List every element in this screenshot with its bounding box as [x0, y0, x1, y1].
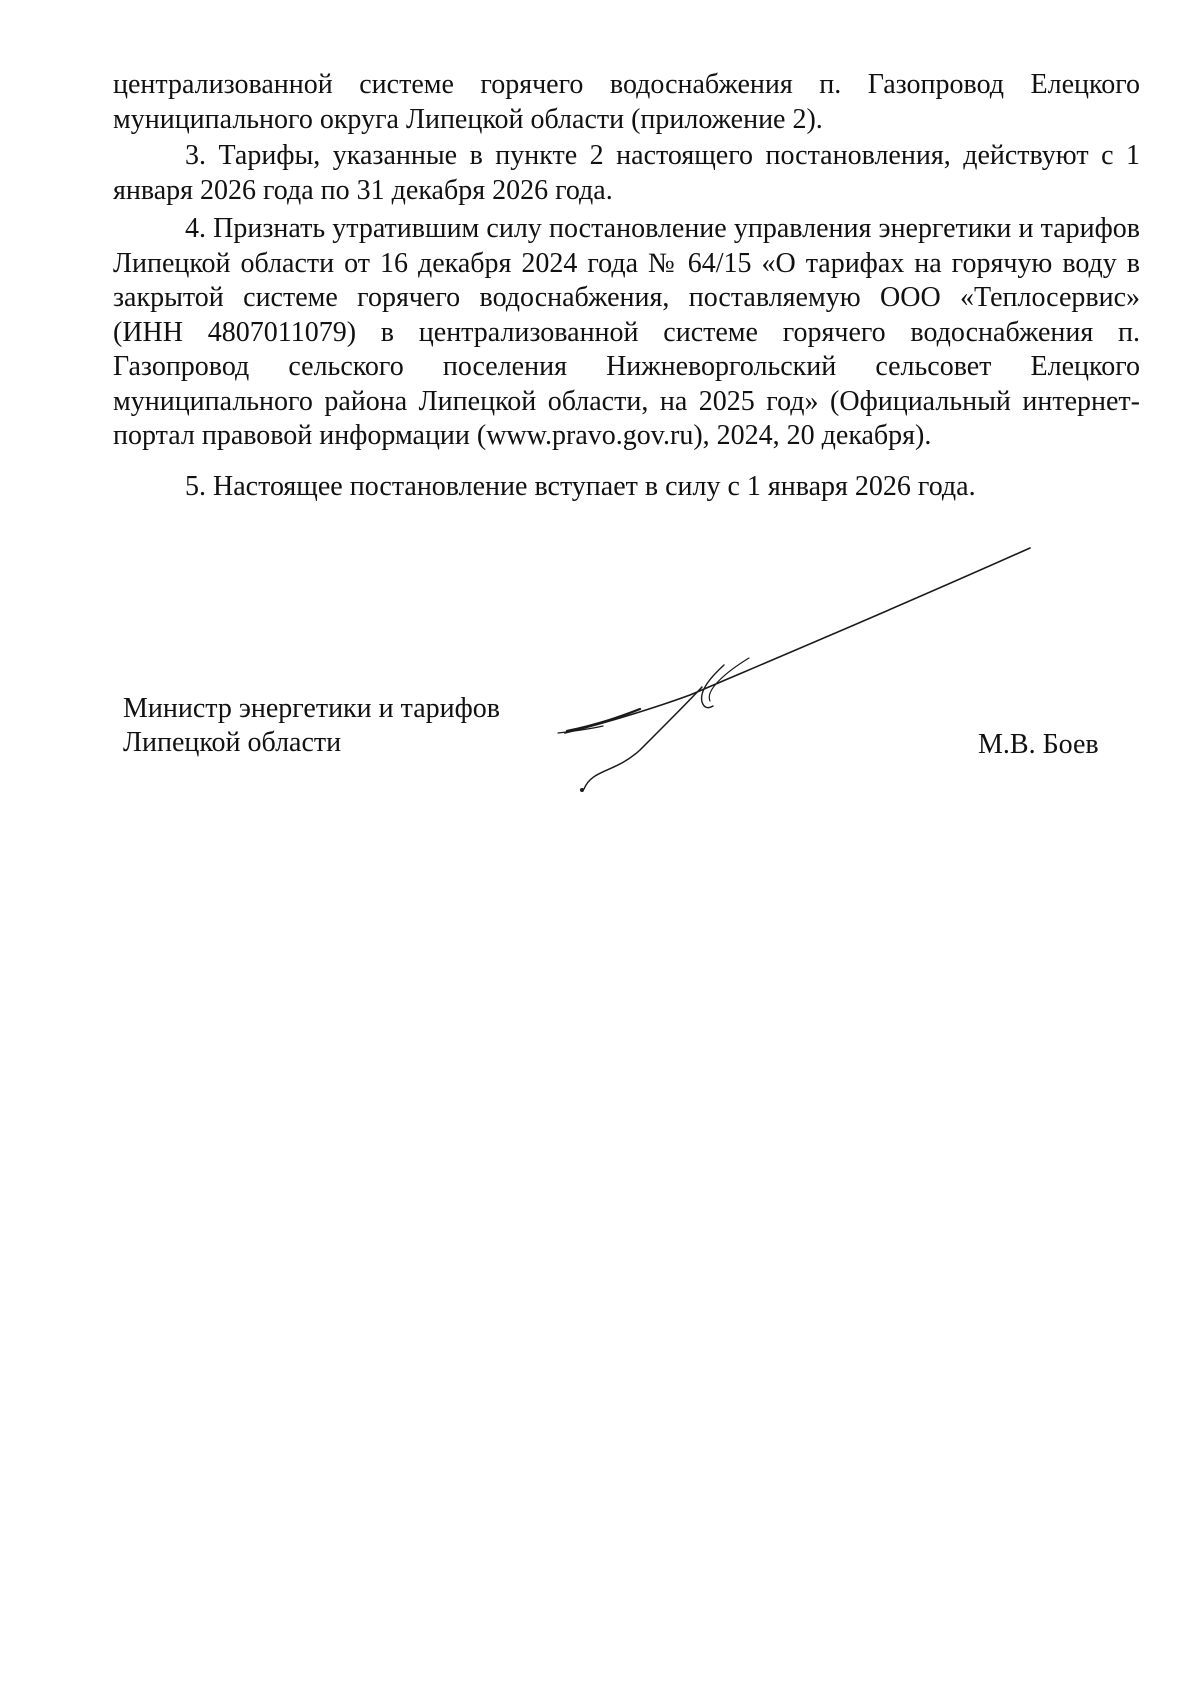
- paragraph-2-continuation: централизованной системе горячего водоснабжения п. Газопровод Елецкого муниципального округа Липецкой области (приложение 2).: [113, 69, 1140, 135]
- signer-position: [123, 692, 500, 760]
- signer-position-line-1: Министр энергетики и тарифов: [123, 693, 500, 724]
- paragraph-3: 3. Тарифы, указанные в пункте 2 настоящего постановления, действуют с 1 января 2026 года по 31 декабря 2026 года.: [113, 140, 1140, 206]
- paragraph-5: 5. Настоящее постановление вступает в силу с 1 января 2026 года.: [185, 470, 976, 502]
- document-body: [113, 68, 1140, 504]
- signer-position-line-2: Липецкой области: [123, 727, 342, 758]
- paragraph-4: 4. Признать утратившим силу постановление управления энергетики и тарифов Липецкой области от 16 декабря 2024 года № 64/15 «О тарифах на горячую воду в закрытой системе горячего водоснабжения, поставляемую ООО «Теплосервис» (ИНН 4807011079) в централизованной системе горячего водоснабжения п. Газопровод сельского поселения Нижневоргольский сельсовет Елецкого муниципального района Липецкой области, на 2025 год» (Официальный интернет-портал правовой информации (www.pravo.gov.ru), 2024, 20 декабря).: [113, 213, 1140, 451]
- signer-name: М.В. Боев: [978, 729, 1099, 760]
